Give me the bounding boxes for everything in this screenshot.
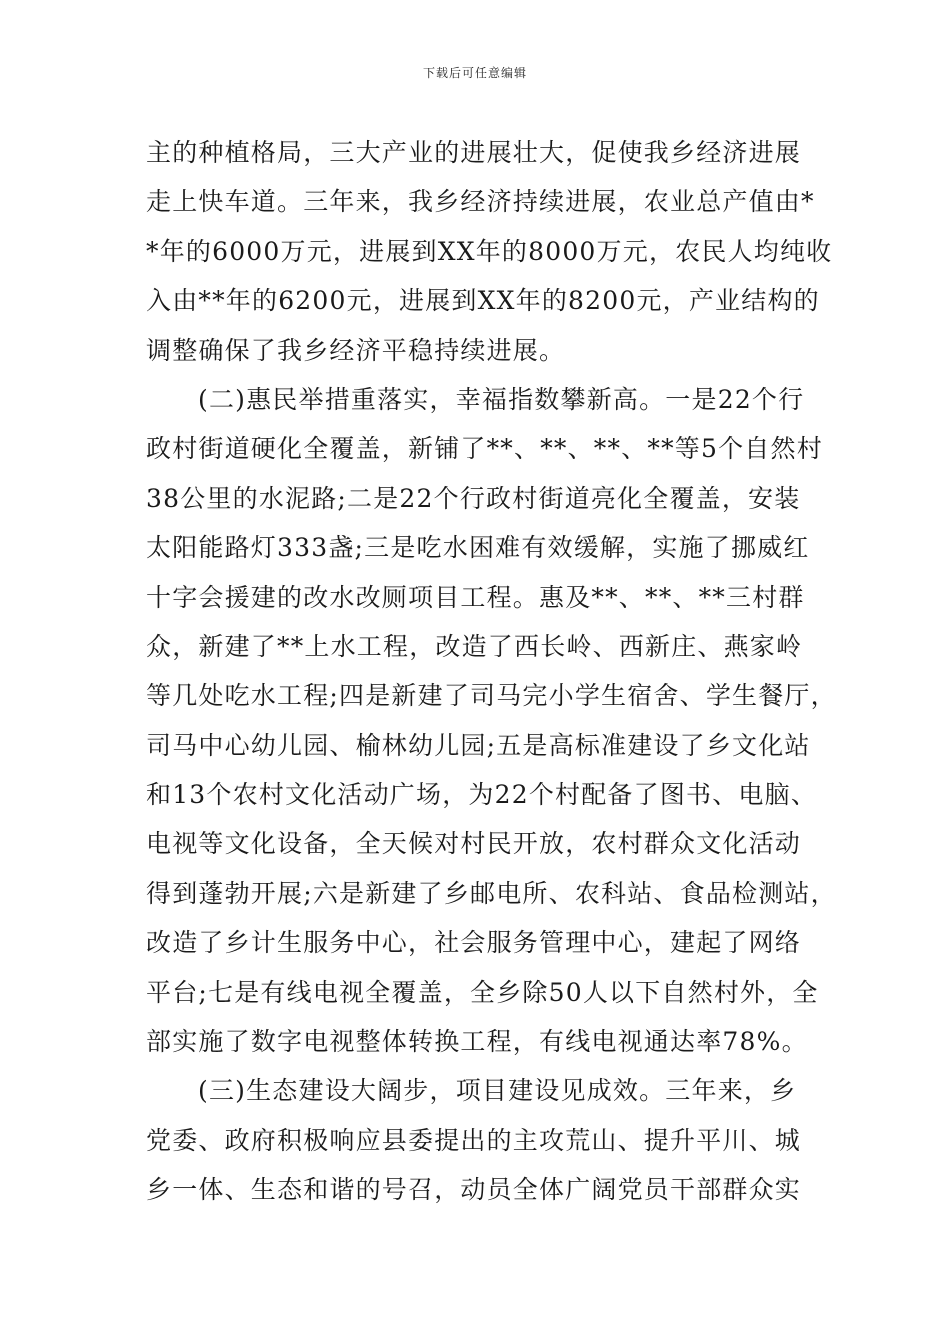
text-line: 十字会援建的改水改厕项目工程。惠及**、**、**三村群 — [146, 582, 805, 612]
paragraph-start-line: (三)生态建设大阔步，项目建设见成效。三年来，乡 — [198, 1076, 797, 1106]
text-line: 乡一体、生态和谐的号召，动员全体广阔党员干部群众实 — [146, 1175, 802, 1205]
text-line: 改造了乡计生服务中心，社会服务管理中心，建起了网络 — [146, 928, 802, 958]
text-line: 走上快车道。三年来，我乡经济持续进展，农业总产值由* — [146, 187, 815, 217]
text-line: *年的6000万元，进展到XX年的8000万元，农民人均纯收 — [146, 236, 833, 266]
text-line: 等几处吃水工程;四是新建了司马完小学生宿舍、学生餐厅， — [146, 681, 837, 711]
text-line: 政村街道硬化全覆盖，新铺了**、**、**、**等5个自然村 — [146, 434, 823, 464]
text-line: 太阳能路灯333盏;三是吃水困难有效缓解，实施了挪威红 — [146, 533, 810, 563]
text-line: 调整确保了我乡经济平稳持续进展。 — [146, 335, 566, 365]
text-line: 平台;七是有线电视全覆盖，全乡除50人以下自然村外，全 — [146, 977, 819, 1007]
text-line: 入由**年的6200元，进展到XX年的8200元，产业结构的 — [146, 286, 820, 316]
text-line: 司马中心幼儿园、榆林幼儿园;五是高标准建设了乡文化站 — [146, 730, 811, 760]
text-line: 主的种植格局，三大产业的进展壮大，促使我乡经济进展 — [146, 138, 802, 167]
page-header-note: 下载后可任意编辑 — [422, 66, 527, 80]
text-line: 得到蓬勃开展;六是新建了乡邮电所、农科站、食品检测站， — [146, 878, 837, 908]
paragraph-start-line: (二)惠民举措重落实，幸福指数攀新高。一是22个行 — [198, 384, 805, 414]
document-body — [146, 128, 837, 1215]
text-line: 和13个农村文化活动广场，为22个村配备了图书、电脑、 — [146, 780, 818, 810]
text-line: 众，新建了**上水工程，改造了西长岭、西新庄、燕家岭 — [146, 631, 803, 661]
text-line: 电视等文化设备，全天候对村民开放，农村群众文化活动 — [146, 829, 802, 859]
text-line: 党委、政府积极响应县委提出的主攻荒山、提升平川、城 — [146, 1125, 802, 1155]
text-line: 38公里的水泥路;二是22个行政村街道亮化全覆盖，安装 — [146, 483, 801, 513]
text-line: 部实施了数字电视整体转换工程，有线电视通达率78%。 — [146, 1027, 808, 1057]
